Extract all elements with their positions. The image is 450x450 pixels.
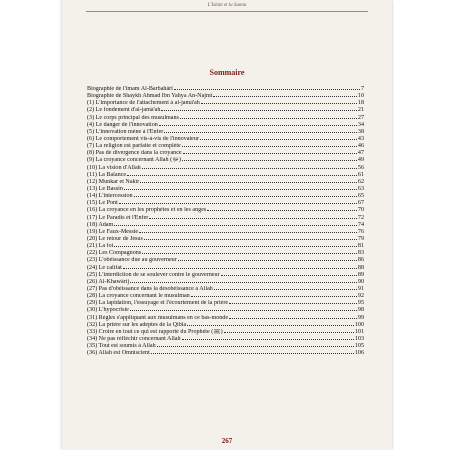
toc-entry-page: 18 xyxy=(357,100,364,107)
toc-entry xyxy=(87,307,364,314)
toc-entry xyxy=(87,150,364,157)
toc-entry-page: 72 xyxy=(357,214,364,221)
toc-leader-dots xyxy=(201,103,357,104)
toc-entry-page: 70 xyxy=(357,207,364,214)
toc-entry-page: 43 xyxy=(357,135,364,142)
toc-entry-label: (16) La croyance en les prophètes et en les anges xyxy=(87,207,207,214)
toc-entry-label: (19) Le Faux-Messie xyxy=(87,228,139,235)
toc-entry xyxy=(87,129,364,136)
toc-entry xyxy=(87,100,364,107)
toc-leader-dots xyxy=(130,310,357,311)
toc-entry-page: 56 xyxy=(357,164,364,171)
toc-entry-label: (21) La foi xyxy=(87,243,114,250)
toc-leader-dots xyxy=(224,332,354,333)
toc-entry-page: 90 xyxy=(357,278,364,285)
toc-entry xyxy=(87,257,364,264)
toc-entry-label: (5) L'innovation mène à l'Enfer xyxy=(87,128,164,135)
toc-entry-label: (35) Tout est soumis à Allah xyxy=(87,343,156,350)
toc-entry-page: 65 xyxy=(357,193,364,200)
toc-entry-label: (7) La religion est parfaite et complète xyxy=(87,143,181,150)
toc-leader-dots xyxy=(114,225,357,226)
toc-entry-label: (2) Le fondement d'al-jamâ'ah xyxy=(87,107,161,114)
toc-entry-label: (20) Le retour de Jésus xyxy=(87,235,143,242)
toc-entry-page: 47 xyxy=(357,150,364,157)
toc-entry-label: (12) Munkar et Nakîr xyxy=(87,178,140,185)
toc-leader-dots xyxy=(151,353,354,354)
toc-entry xyxy=(87,136,364,143)
toc-entry xyxy=(87,86,364,93)
toc-leader-dots xyxy=(229,303,357,304)
toc-entry-label: (23) L'obéissance due au gouverneur xyxy=(87,257,177,264)
toc-entry-page: 98 xyxy=(357,307,364,314)
toc-entry xyxy=(87,329,364,336)
toc-entry-label: (17) Le Paradis et l'Enfer xyxy=(87,214,149,221)
page-number: 267 xyxy=(221,437,233,445)
header-rule xyxy=(86,11,368,12)
toc-entry-label: (8) Pas de divergence dans la croyance xyxy=(87,150,182,157)
toc-entry-page: 88 xyxy=(357,264,364,271)
toc-leader-dots xyxy=(183,153,357,154)
toc-entry-label: Biographie de l'imam Al-Barbahârî xyxy=(87,86,173,92)
toc-entry-label: (4) Le danger de l'innovation xyxy=(87,121,158,128)
toc-leader-dots xyxy=(159,125,357,126)
table-of-contents xyxy=(87,86,364,357)
toc-entry-page: 67 xyxy=(357,200,364,207)
toc-entry xyxy=(87,343,364,350)
toc-entry xyxy=(87,115,364,122)
toc-entry-label: (11) La Balance xyxy=(87,171,127,178)
toc-leader-dots xyxy=(178,260,357,261)
toc-entry-label: (32) La prière sur les adeptes de la Qibla xyxy=(87,321,187,328)
toc-entry-page: 105 xyxy=(354,343,364,350)
toc-entry xyxy=(87,322,364,329)
toc-entry-page: 83 xyxy=(357,250,364,257)
toc-entry-page: 74 xyxy=(357,221,364,228)
toc-entry-label: (29) La lapidation, l'essuyage et l'écourtement de la prière xyxy=(87,300,229,307)
toc-entry xyxy=(87,200,364,207)
toc-entry-page: 81 xyxy=(357,243,364,250)
toc-entry-label: (25) L'interdiction de se soulever contre le gouverneur xyxy=(87,271,220,278)
toc-leader-dots xyxy=(174,89,360,90)
toc-entry-page: 91 xyxy=(357,285,364,292)
toc-leader-dots xyxy=(207,210,357,211)
running-header: L'Islam et la Sunna xyxy=(207,3,247,8)
toc-entry-page: 99 xyxy=(357,314,364,321)
toc-entry xyxy=(87,179,364,186)
toc-entry-page: 79 xyxy=(357,235,364,242)
toc-entry-page: 27 xyxy=(357,114,364,121)
toc-leader-dots xyxy=(164,132,357,133)
toc-entry xyxy=(87,193,364,200)
toc-leader-dots xyxy=(142,168,357,169)
toc-entry-page: 34 xyxy=(357,121,364,128)
toc-leader-dots xyxy=(149,218,357,219)
toc-entry-page: 76 xyxy=(357,228,364,235)
toc-entry-label: (28) La croyance concernant le musulman xyxy=(87,293,190,300)
toc-entry-page: 62 xyxy=(357,178,364,185)
toc-entry-page: 92 xyxy=(357,293,364,300)
toc-leader-dots xyxy=(130,282,357,283)
toc-entry-page: 103 xyxy=(354,335,364,342)
toc-leader-dots xyxy=(157,346,354,347)
toc-entry-label: (13) Le Bassin xyxy=(87,185,123,192)
toc-entry xyxy=(87,293,364,300)
toc-entry-label: (6) Le comportement vis-à-vis de l'innovateur xyxy=(87,135,199,142)
toc-leader-dots xyxy=(134,196,357,197)
toc-entry-label: (15) Le Pont xyxy=(87,200,118,207)
toc-entry-label: (36) Allah est Omniscient xyxy=(87,350,150,357)
toc-entry xyxy=(87,350,364,357)
toc-entry-page: 101 xyxy=(354,328,364,335)
toc-entry-page: 21 xyxy=(357,107,364,114)
book-page xyxy=(62,0,392,450)
page-title: Sommaire xyxy=(209,68,245,77)
toc-entry-label: (26) Al-Khawârij xyxy=(87,278,130,285)
toc-entry-label: (22) Les Compagnons xyxy=(87,250,142,257)
toc-entry-page: 49 xyxy=(357,157,364,164)
toc-entry xyxy=(87,229,364,236)
toc-entry-label: (3) Le corps principal des musulmans xyxy=(87,114,179,121)
toc-entry-label: (18) Adam xyxy=(87,221,114,228)
toc-entry-page: 106 xyxy=(354,350,364,357)
toc-leader-dots xyxy=(114,246,357,247)
toc-entry xyxy=(87,265,364,272)
toc-entry xyxy=(87,286,364,293)
toc-leader-dots xyxy=(140,182,357,183)
toc-entry xyxy=(87,122,364,129)
toc-leader-dots xyxy=(139,232,357,233)
toc-entry xyxy=(87,172,364,179)
toc-leader-dots xyxy=(191,296,357,297)
toc-entry xyxy=(87,186,364,193)
toc-entry xyxy=(87,272,364,279)
toc-leader-dots xyxy=(187,325,354,326)
toc-leader-dots xyxy=(180,118,357,119)
toc-entry xyxy=(87,236,364,243)
toc-leader-dots xyxy=(200,139,357,140)
toc-entry-page: 10 xyxy=(357,93,364,100)
toc-leader-dots xyxy=(119,203,357,204)
toc-entry-page: 100 xyxy=(354,321,364,328)
toc-entry xyxy=(87,300,364,307)
toc-leader-dots xyxy=(127,175,357,176)
toc-leader-dots xyxy=(214,289,357,290)
toc-entry-page: 89 xyxy=(357,271,364,278)
toc-entry xyxy=(87,215,364,222)
toc-leader-dots xyxy=(182,146,357,147)
toc-entry xyxy=(87,93,364,100)
toc-entry xyxy=(87,279,364,286)
toc-entry xyxy=(87,207,364,214)
toc-leader-dots xyxy=(221,275,357,276)
toc-entry-page: 7 xyxy=(360,86,364,92)
toc-entry xyxy=(87,107,364,114)
toc-leader-dots xyxy=(213,96,356,97)
toc-entry-label: (9) La croyance concernant Allah (ﷻ) xyxy=(87,157,182,164)
toc-leader-dots xyxy=(182,339,354,340)
toc-leader-dots xyxy=(124,189,357,190)
toc-leader-dots xyxy=(161,110,356,111)
toc-entry xyxy=(87,250,364,257)
toc-entry-page: 46 xyxy=(357,143,364,150)
toc-entry-label: (24) Le califat xyxy=(87,264,122,271)
toc-entry-label: (10) La vision d'Allah xyxy=(87,164,141,171)
toc-leader-dots xyxy=(182,160,357,161)
toc-entry-page: 61 xyxy=(357,171,364,178)
toc-entry-page: 38 xyxy=(357,128,364,135)
toc-entry-page: 86 xyxy=(357,257,364,264)
toc-leader-dots xyxy=(123,268,357,269)
toc-entry-label: (33) Croire en tout ce qui est rapporté du Prophète (ﷺ) xyxy=(87,328,223,335)
toc-entry xyxy=(87,222,364,229)
toc-entry xyxy=(87,143,364,150)
toc-entry xyxy=(87,243,364,250)
toc-leader-dots xyxy=(142,253,357,254)
toc-entry-label: (14) L'intercession xyxy=(87,193,133,200)
toc-entry xyxy=(87,336,364,343)
toc-entry-page: 95 xyxy=(357,300,364,307)
toc-entry-label: (34) Ne pas réfléchir concernant Allah xyxy=(87,335,181,342)
toc-entry-label: (31) Règles s'appliquant aux musulmans en ce bas-monde xyxy=(87,314,229,321)
toc-leader-dots xyxy=(229,318,357,319)
toc-entry xyxy=(87,157,364,164)
toc-leader-dots xyxy=(144,239,357,240)
toc-entry-page: 63 xyxy=(357,185,364,192)
toc-entry xyxy=(87,315,364,322)
toc-entry-label: (30) L'hypocrisie xyxy=(87,307,129,314)
toc-entry-label: (27) Pas d'obéissance dans la désobéissance à Allah xyxy=(87,285,213,292)
toc-entry-label: (1) L'importance de l'attachement à al-jamâ'ah xyxy=(87,100,200,107)
toc-entry xyxy=(87,165,364,172)
toc-entry-label: Biographie de Shaykh Ahmad Ibn Yahya An-Najmî xyxy=(87,93,213,100)
